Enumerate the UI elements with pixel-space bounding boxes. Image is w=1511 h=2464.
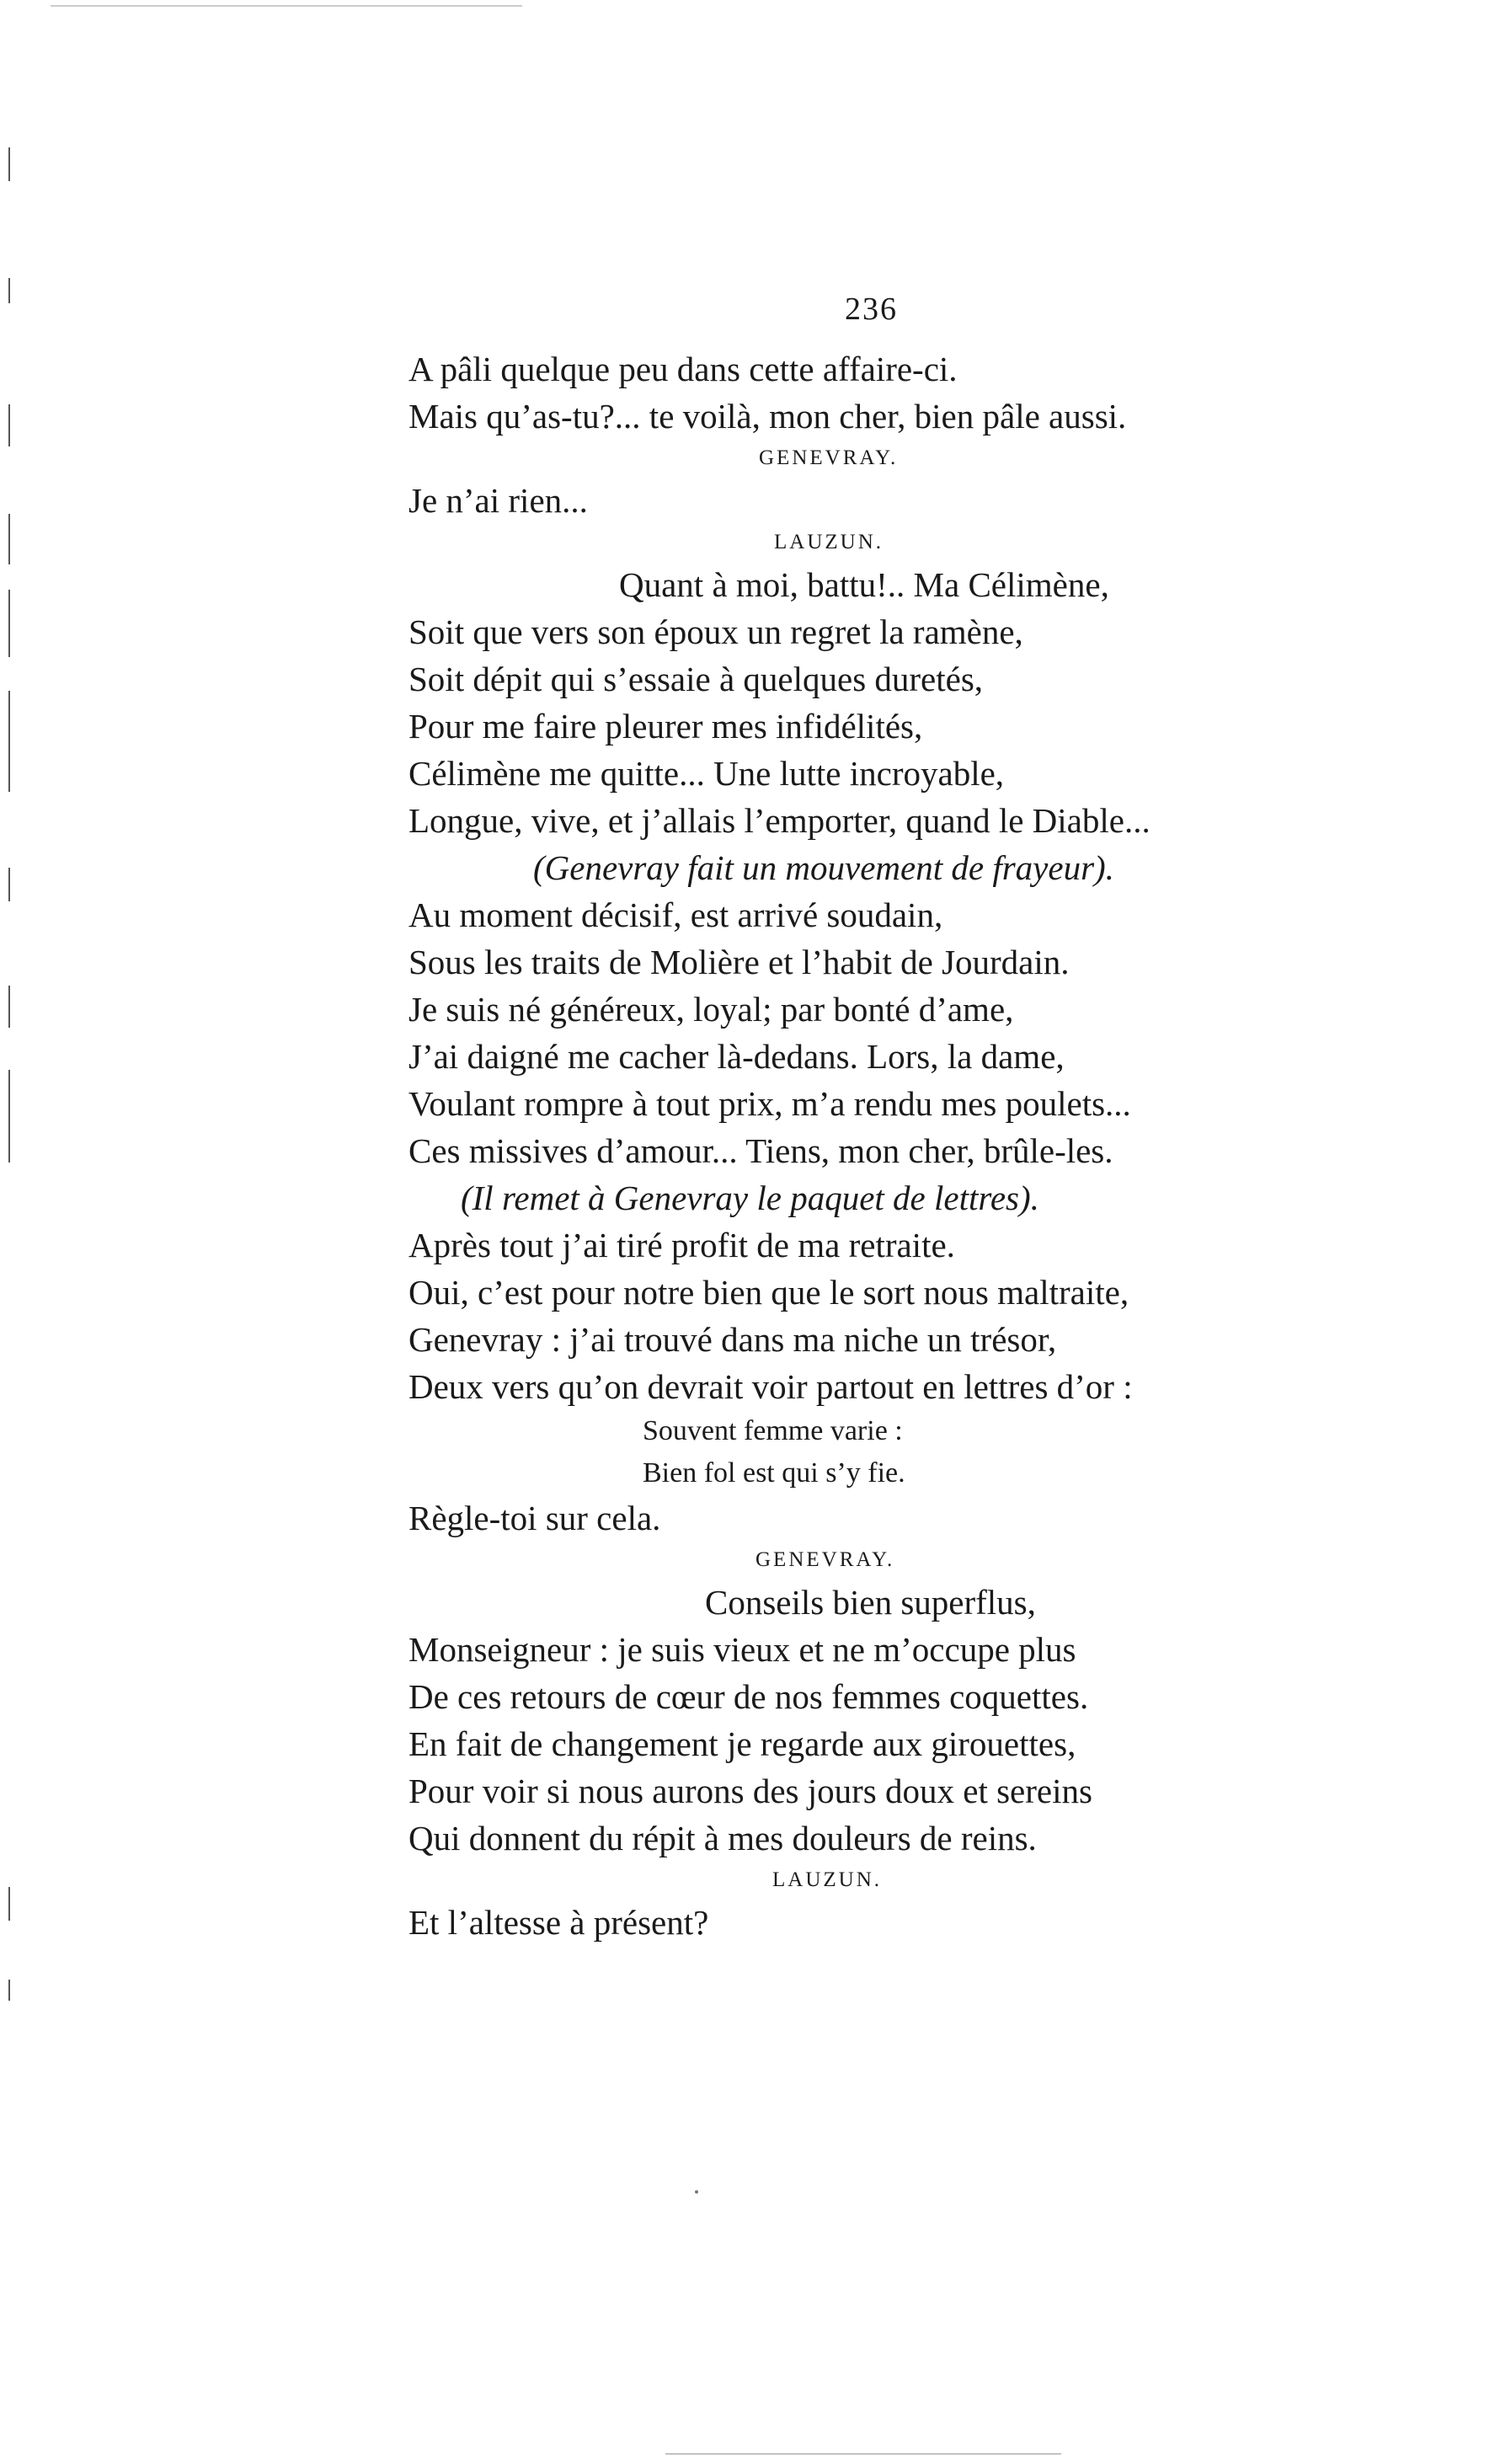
verse-line: Conseils bien superflus,	[705, 1583, 1036, 1622]
margin-mark	[8, 147, 10, 181]
verse-line: Voulant rompre à tout prix, m’a rendu mes poulets...	[408, 1084, 1131, 1123]
verse-line: En fait de changement je regarde aux girouettes,	[408, 1724, 1076, 1763]
verse-text-block	[408, 345, 1318, 1946]
margin-mark	[8, 514, 10, 564]
verse-line: Deux vers qu’on devrait voir partout en lettres d’or :	[408, 1367, 1133, 1406]
verse-line: Pour me faire pleurer mes infidélités,	[408, 707, 923, 746]
top-edge-rule	[51, 5, 522, 7]
bottom-edge-rule	[665, 2453, 1061, 2455]
verse-line: Monseigneur : je suis vieux et ne m’occupe plus	[408, 1630, 1076, 1669]
margin-mark	[8, 1980, 10, 2001]
verse-line: De ces retours de cœur de nos femmes coquettes.	[408, 1677, 1089, 1716]
margin-mark	[8, 1887, 10, 1921]
speaker-name: GENEVRAY.	[756, 1548, 895, 1571]
verse-line: Longue, vive, et j’allais l’emporter, quand le Diable...	[408, 801, 1151, 840]
verse-line: Célimène me quitte... Une lutte incroyable,	[408, 754, 1005, 793]
margin-mark	[8, 590, 10, 657]
verse-line: Mais qu’as-tu?... te voilà, mon cher, bien pâle aussi.	[408, 397, 1127, 436]
song-line: Bien fol est qui s’y fie.	[643, 1457, 905, 1489]
verse-line: Pour voir si nous aurons des jours doux et sereins	[408, 1772, 1092, 1810]
verse-line: Et l’altesse à présent?	[408, 1903, 709, 1942]
margin-mark	[8, 1070, 10, 1163]
margin-mark	[8, 278, 10, 303]
margin-mark	[8, 986, 10, 1028]
verse-line: Ces missives d’amour... Tiens, mon cher, brûle-les.	[408, 1131, 1113, 1170]
stage-direction: (Il remet à Genevray le paquet de lettres).	[461, 1179, 1039, 1217]
verse-line: Quant à moi, battu!.. Ma Célimène,	[619, 565, 1109, 604]
page-number: 236	[845, 291, 898, 327]
song-line: Souvent femme varie :	[643, 1415, 903, 1446]
stage-direction: (Genevray fait un mouvement de frayeur).	[533, 848, 1114, 887]
verse-line: Je n’ai rien...	[408, 481, 588, 520]
speaker-name: GENEVRAY.	[759, 446, 899, 469]
verse-line: Sous les traits de Molière et l’habit de Jourdain.	[408, 943, 1070, 981]
verse-line: J’ai daigné me cacher là-dedans. Lors, la dame,	[408, 1037, 1065, 1076]
margin-mark	[8, 404, 10, 446]
ink-dot	[695, 2190, 698, 2194]
margin-mark	[8, 691, 10, 792]
verse-line: Oui, c’est pour notre bien que le sort nous maltraite,	[408, 1273, 1129, 1312]
verse-line: Après tout j’ai tiré profit de ma retraite.	[408, 1226, 955, 1264]
speaker-name: LAUZUN.	[772, 1868, 883, 1891]
verse-line: A pâli quelque peu dans cette affaire-ci.	[408, 350, 958, 388]
margin-mark	[8, 868, 10, 901]
verse-line: Qui donnent du répit à mes douleurs de reins.	[408, 1819, 1037, 1857]
verse-line: Je suis né généreux, loyal; par bonté d’ame,	[408, 990, 1014, 1029]
verse-line: Genevray : j’ai trouvé dans ma niche un trésor,	[408, 1320, 1057, 1359]
verse-line: Soit dépit qui s’essaie à quelques duretés,	[408, 660, 984, 698]
verse-line: Règle-toi sur cela.	[408, 1499, 661, 1537]
speaker-name: LAUZUN.	[774, 531, 884, 553]
verse-line: Au moment décisif, est arrivé soudain,	[408, 895, 943, 934]
verse-line: Soit que vers son époux un regret la ramène,	[408, 612, 1023, 651]
